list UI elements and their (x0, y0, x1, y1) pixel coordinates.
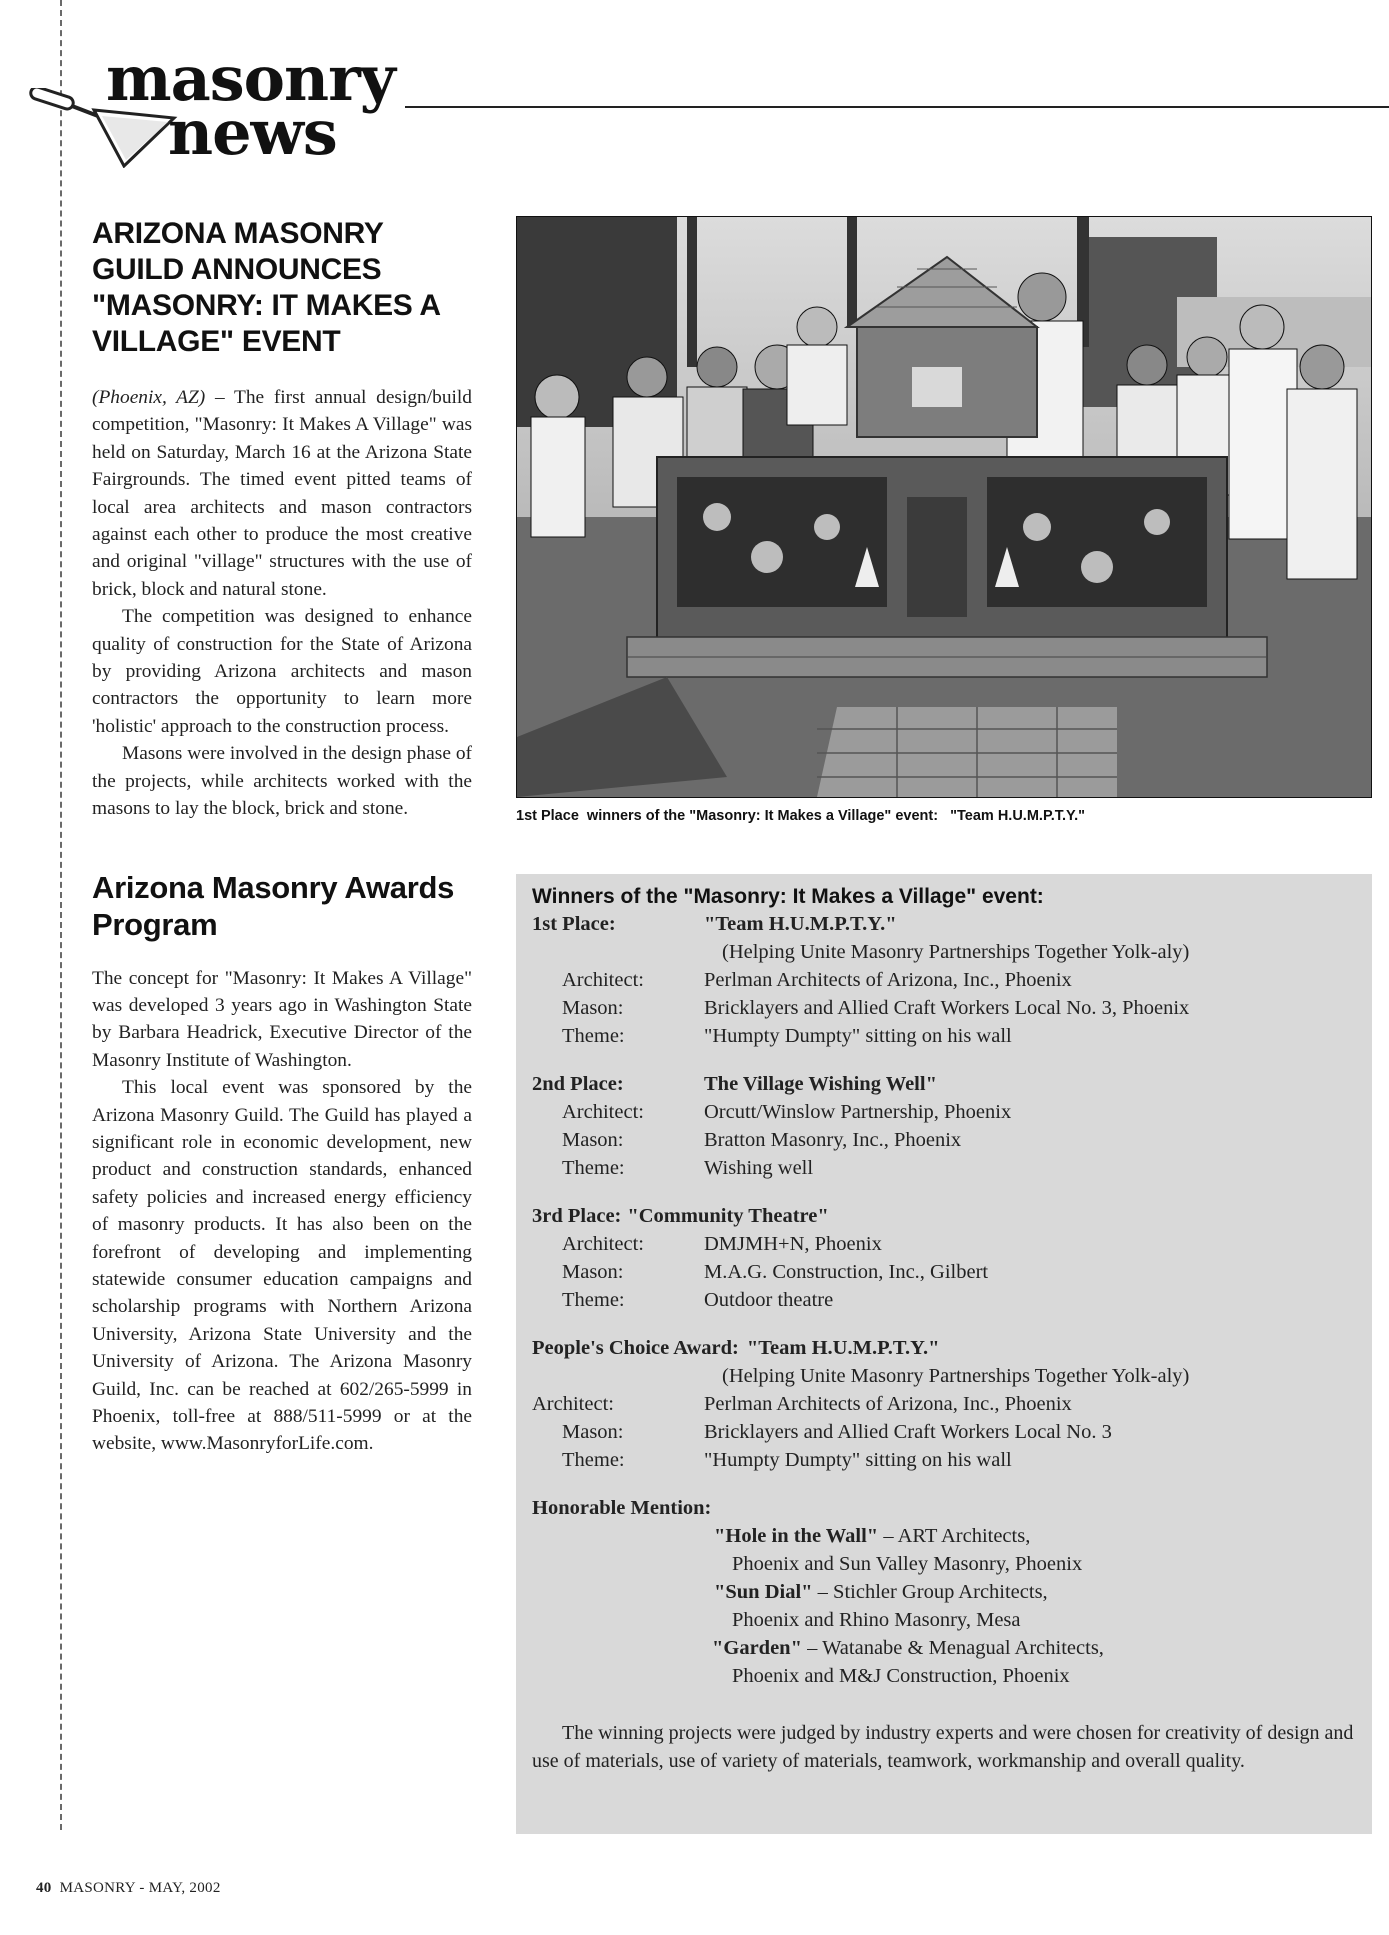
photo-caption: 1st Place winners of the "Masonry: It Makes a Village" event: "Team H.U.M.P.T.Y." (516, 808, 1086, 824)
architect-label: Architect: (532, 1393, 614, 1415)
article-paragraph: The competition was designed to enhance quality of construction for the State of Arizona by providing Arizona architects and mason contractors the opportunity to learn more 'holistic' approach to the construction process. (92, 606, 472, 737)
third-mason: M.A.G. Construction, Inc., Gilbert (704, 1261, 989, 1283)
honorable-item (532, 1522, 1362, 1550)
third-place-team: "Community Theatre" (627, 1205, 829, 1227)
third-architect: DMJMH+N, Phoenix (704, 1233, 882, 1255)
first-place-subtitle: (Helping Unite Masonry Partnerships Together Yolk-aly) (722, 941, 1190, 963)
margin-dashed-line (60, 0, 62, 1830)
peoples-choice-team: "Team H.U.M.P.T.Y." (746, 1337, 940, 1359)
first-place-team: "Team H.U.M.P.T.Y." (704, 913, 897, 935)
honorable-item-title: "Sun Dial" (714, 1581, 813, 1603)
article-paragraph: This local event was sponsored by the Arizona Masonry Guild. The Guild has played a significant role in economic development, new product and construction standards, enhanced safety policies and increased energy efficiency of masonry products. It has also been on the forefront of developing and implementing statewide consumer education campaigns and scholarship programs with Northern Arizona University, Arizona State University and the University of Arizona. The Arizona Masonry Guild, Inc. can be reached at 602/265-5999 in Phoenix, toll-free at 888/511-5999 or at the website, www.MasonryforLife.com. (92, 1077, 472, 1455)
first-mason: Bricklayers and Allied Craft Workers Local No. 3, Phoenix (704, 997, 1190, 1019)
third-theme-row (532, 1286, 1362, 1314)
first-theme: "Humpty Dumpty" sitting on his wall (704, 1025, 1012, 1047)
mason-label: Mason: (562, 1261, 624, 1283)
first-place-label: 1st Place: (532, 913, 616, 935)
first-architect-row (532, 966, 1362, 994)
first-mason-row (532, 994, 1362, 1022)
peoples-mason-row (532, 1418, 1362, 1446)
closing-paragraph: The winning projects were judged by industry experts and were chosen for creativity of design and use of materials, use of variety of materials, teamwork, workmanship and overall quality. (532, 1722, 1354, 1772)
theme-label: Theme: (562, 1025, 625, 1047)
first-place-row (532, 910, 1362, 938)
honorable-item-line2: Phoenix and Sun Valley Masonry, Phoenix (732, 1553, 1083, 1575)
masthead-word-masonry: masonry (106, 42, 395, 115)
page-footer (36, 1880, 221, 1897)
article-headline: ARIZONA MASONRY GUILD ANNOUNCES "MASONRY: IT MAKES A VILLAGE" EVENT (92, 217, 440, 358)
page-number: 40 (36, 1880, 52, 1896)
mason-label: Mason: (562, 1421, 624, 1443)
architect-label: Architect: (562, 969, 644, 991)
peoples-choice-subtitle-row (532, 1362, 1362, 1390)
article-paragraph-text: – The first annual design/build competition, "Masonry: It Makes A Village" was held on Saturday, March 16 at the Arizona State Fairgrounds. The timed event pitted teams of local area architects and mason contractors against each other to produce the most creative and original "village" structures with the use of brick, block and natural stone. (92, 387, 472, 600)
theme-label: Theme: (562, 1157, 625, 1179)
mason-label: Mason: (562, 1129, 624, 1151)
first-architect: Perlman Architects of Arizona, Inc., Phoenix (704, 969, 1072, 991)
peoples-mason: Bricklayers and Allied Craft Workers Local No. 3 (704, 1421, 1112, 1443)
peoples-choice-subtitle: (Helping Unite Masonry Partnerships Together Yolk-aly) (722, 1365, 1190, 1387)
honorable-item-line2: Phoenix and M&J Construction, Phoenix (732, 1665, 1070, 1687)
third-place-label: 3rd Place: (532, 1205, 622, 1227)
second-theme: Wishing well (704, 1157, 814, 1179)
team-photo (516, 216, 1372, 798)
second-architect: Orcutt/Winslow Partnership, Phoenix (704, 1101, 1012, 1123)
left-column (92, 216, 472, 1458)
peoples-theme-row (532, 1446, 1362, 1474)
theme-label: Theme: (562, 1289, 625, 1311)
honorable-item (532, 1578, 1362, 1606)
honorable-item-line1: – Stichler Group Architects, (812, 1581, 1048, 1603)
first-place-subtitle-row (532, 938, 1362, 966)
third-architect-row (532, 1230, 1362, 1258)
winners-title: Winners of the "Masonry: It Makes a Village" event: (532, 885, 1044, 908)
article-paragraph: The concept for "Masonry: It Makes A Village" was developed 3 years ago in Washington State by Barbara Headrick, Executive Director of the Masonry Institute of Washington. (92, 967, 472, 1071)
section-headline: Arizona Masonry Awards Program (92, 869, 455, 942)
honorable-item-title: "Garden" (712, 1637, 802, 1659)
masthead (28, 30, 448, 170)
honorable-mention-row (532, 1494, 1362, 1522)
second-architect-row (532, 1098, 1362, 1126)
peoples-architect: Perlman Architects of Arizona, Inc., Phoenix (704, 1393, 1072, 1415)
mason-label: Mason: (562, 997, 624, 1019)
honorable-item-title: "Hole in the Wall" (714, 1525, 879, 1547)
article-paragraph (92, 384, 472, 603)
dateline: (Phoenix, AZ) (92, 387, 206, 408)
third-theme: Outdoor theatre (704, 1289, 834, 1311)
honorable-item-line2: Phoenix and Rhino Masonry, Mesa (732, 1609, 1021, 1631)
footer-text: MASONRY - MAY, 2002 (59, 1880, 221, 1896)
second-place-label: 2nd Place: (532, 1073, 624, 1095)
masthead-word-news: news (168, 96, 337, 169)
third-mason-row (532, 1258, 1362, 1286)
peoples-choice-label: People's Choice Award: (532, 1337, 739, 1359)
winners-box (516, 874, 1372, 1834)
first-theme-row (532, 1022, 1362, 1050)
honorable-item (532, 1634, 1362, 1662)
honorable-mention-label: Honorable Mention: (532, 1497, 712, 1519)
second-theme-row (532, 1154, 1362, 1182)
second-place-row (532, 1070, 1362, 1098)
second-mason: Bratton Masonry, Inc., Phoenix (704, 1129, 962, 1151)
article-paragraph: Masons were involved in the design phase of the projects, while architects worked with the masons to lay the block, brick and stone. (92, 743, 472, 820)
honorable-item-line1: – Watanabe & Menagual Architects, (801, 1637, 1104, 1659)
theme-label: Theme: (562, 1449, 625, 1471)
second-mason-row (532, 1126, 1362, 1154)
architect-label: Architect: (562, 1101, 644, 1123)
header-rule (405, 106, 1389, 108)
peoples-theme: "Humpty Dumpty" sitting on his wall (704, 1449, 1012, 1471)
second-place-team: The Village Wishing Well" (704, 1073, 937, 1095)
third-place-row (532, 1202, 1362, 1230)
peoples-architect-row (532, 1390, 1362, 1418)
architect-label: Architect: (562, 1233, 644, 1255)
honorable-item-line1: – ART Architects, (878, 1525, 1031, 1547)
peoples-choice-row (532, 1334, 1362, 1362)
